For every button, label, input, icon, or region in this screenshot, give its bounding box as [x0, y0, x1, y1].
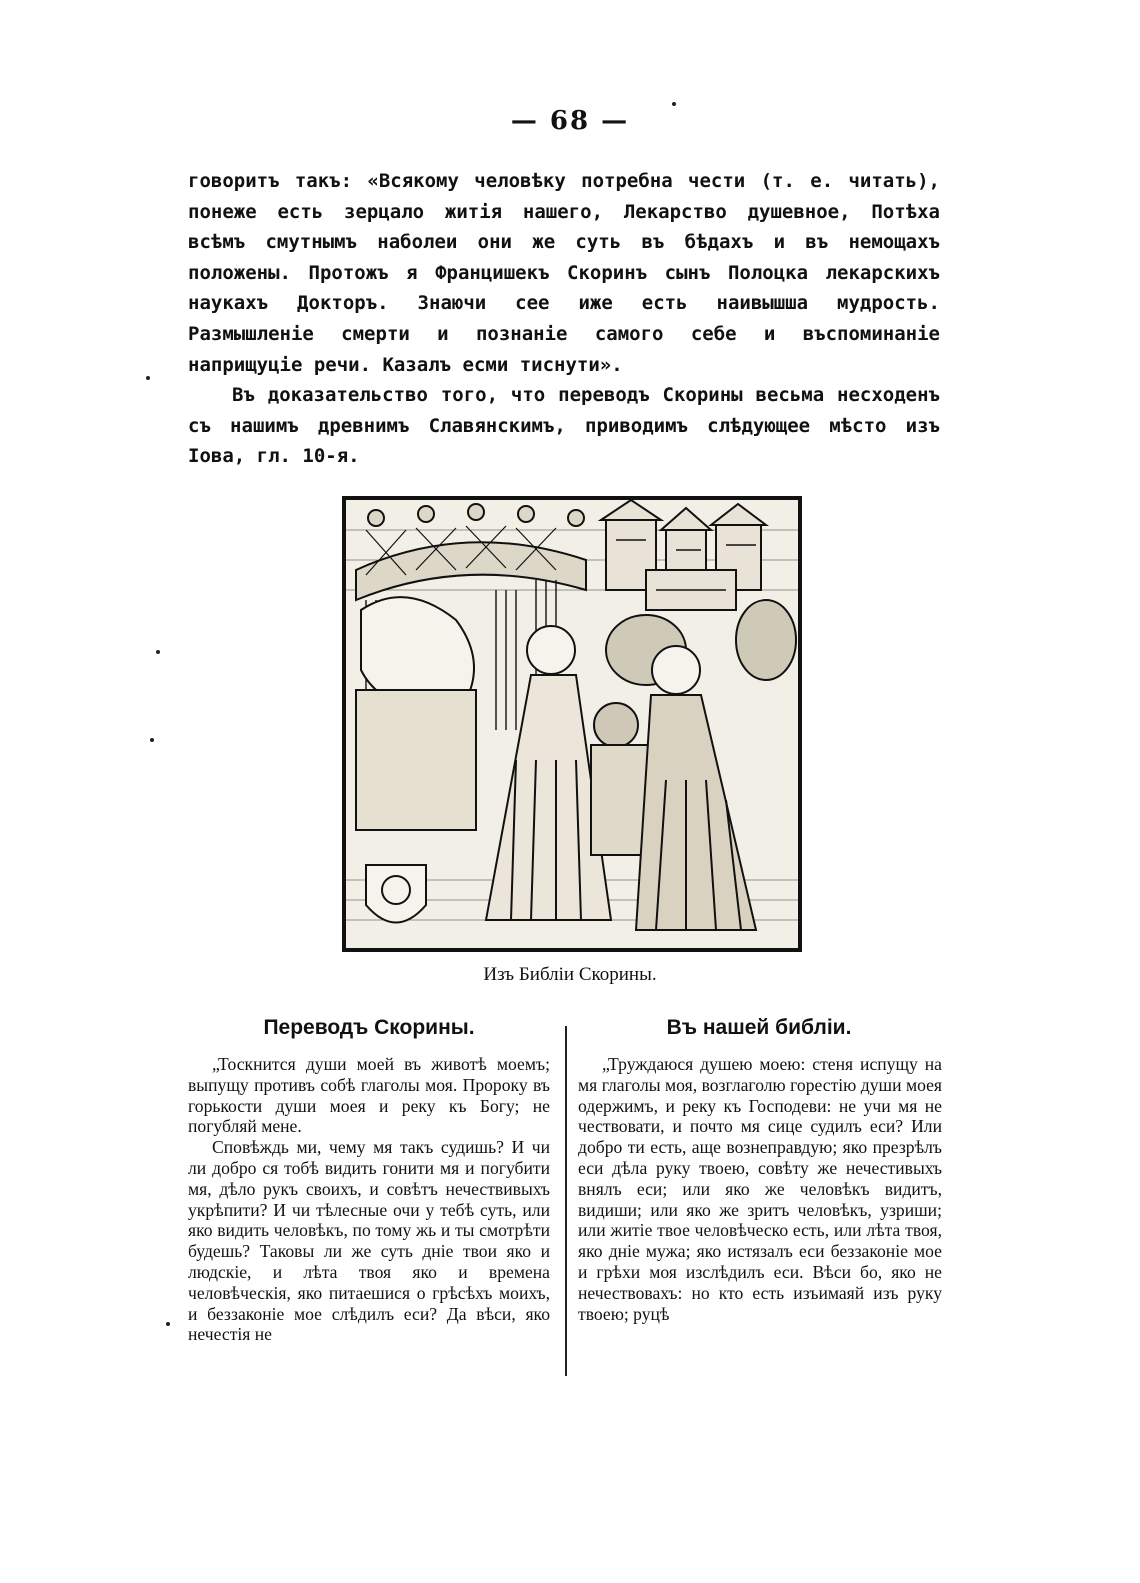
print-speck — [166, 1322, 170, 1326]
right-column-heading: Въ нашей библіи. — [666, 1016, 852, 1039]
page-number: — 68 — — [510, 106, 630, 136]
illustration-caption: Изъ Библіи Скорины. — [483, 964, 657, 985]
left-paragraph-1: „Тоскнится души моей въ животѣ моемъ; выпущу противъ собѣ глаголы моя. Пророку въ горькости души моея и реку къ Богу; не погубляй мене. — [188, 1054, 550, 1137]
left-paragraph-2: Сповѣждь ми, чему мя такъ судишь? И чи ли добро ся тобѣ видить гонити мя и погубити мя, дѣло рукъ своихъ, и совѣтъ нечествивыхъ укрѣпити? И чи тѣлесные очи у тебѣ суть, или яко видить человѣкъ, по тому жь и ты смотрѣти будешь? Таковы ли же суть дніе твои яко и людскіе, и лѣта твоя яко и времена человѣческія, яко питаешися о грѣсѣхъ моихъ, и беззаконіе мое слѣдилъ еси? Да вѣси, яко нечестія не — [188, 1137, 550, 1345]
print-speck — [672, 102, 676, 106]
print-speck — [150, 738, 154, 742]
intro-text — [188, 166, 940, 472]
print-speck — [146, 376, 150, 380]
right-column-text — [578, 1054, 942, 1324]
column-divider — [565, 1026, 567, 1376]
woodcut-drawing — [346, 500, 798, 948]
print-speck — [156, 650, 160, 654]
left-column-heading: Переводъ Скорины. — [263, 1016, 475, 1039]
intro-paragraph-1: говоритъ такъ: «Всякому человѣку потребна чести (т. е. читать), понеже есть зерцало житія нашего, Лекарство душевное, Потѣха всѣмъ смутнымъ наболеи они же суть въ бѣдахъ и въ немощахъ положены. Протожъ я Францишекъ Скоринъ сынъ Полоцка лекарскихъ наукахъ Докторъ. Знаючи сее иже есть наивышша мудрость. Размышленіе смерти и познаніе самого себе и въспоминаніе наприщуціе речи. Казалъ есми тиснути». — [188, 170, 940, 376]
woodcut-illustration — [342, 496, 802, 952]
left-column-text — [188, 1054, 550, 1345]
right-paragraph-1: „Труждаюся душею моею: стеня испущу на мя глаголы моя, возглаголю горестію души моея одержимъ, и реку къ Господеви: не учи мя не чествовати, и почто мя сице судилъ еси? Или добро ти есть, аще вознеправдую; яко презрѣлъ еси дѣла руку твоею, совѣту же нечестивыхъ внялъ еси; или яко же человѣкъ видитъ, видиши; или яко же зритъ человѣкъ, узриши; или житіе твое человѣческо есть, или лѣта твоя, яко дніе мужа; яко истязалъ еси беззаконіе мое и грѣхи моя изслѣдилъ еси. Вѣси бо, яко не нечествовахъ: но кто есть изъимаяй изъ руку твоею; руцѣ — [578, 1054, 942, 1324]
intro-paragraph-2: Въ доказательство того, что переводъ Скорины весьма несходенъ съ нашимъ древнимъ Славянскимъ, приводимъ слѣдующее мѣсто изъ Іова, гл. 10-я. — [188, 384, 940, 468]
